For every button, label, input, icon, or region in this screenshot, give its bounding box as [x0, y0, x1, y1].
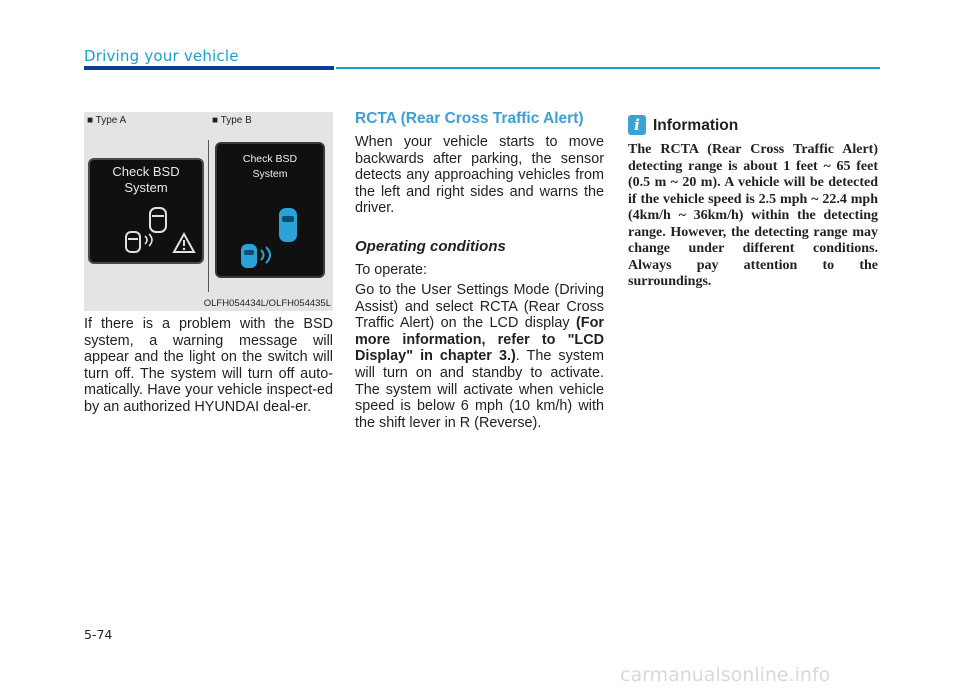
figure-label-type-a: ■ Type A	[87, 115, 127, 126]
car-icon	[126, 232, 140, 252]
car-icon	[150, 208, 166, 232]
watermark: carmanualsonline.info	[620, 664, 831, 686]
car-icon	[241, 244, 257, 268]
panel-b-graphic	[217, 144, 323, 276]
information-title: Information	[653, 117, 739, 134]
operating-conditions-heading: Operating conditions	[355, 238, 506, 255]
page-number: 5-74	[84, 627, 113, 642]
bsd-figure	[84, 112, 333, 311]
radar-wave-icon	[261, 247, 270, 263]
panel-a-line-2: System	[124, 180, 168, 195]
rcta-heading: RCTA (Rear Cross Traffic Alert)	[355, 110, 584, 127]
operate-instructions-paragraph	[355, 282, 604, 431]
header-rule-light	[336, 67, 880, 69]
warning-triangle-icon	[174, 234, 194, 252]
bsd-problem-paragraph: If there is a problem with the BSD system, a warning message will appear and the light on the switch will turn off. The system will turn off auto-matically. Have your vehicle inspect-ed by an authorized HYUNDAI deal-er.	[84, 316, 333, 415]
figure-label-type-b: ■ Type B	[212, 115, 252, 126]
panel-a-line-1: Check BSD	[112, 164, 180, 179]
information-body: The RCTA (Rear Cross Traffic Alert) detecting range is about 1 feet ~ 65 feet (0.5 m ~ 20 m). A vehicle will be detected if the vehicle speed is 2.5 mph ~ 22.4 mph (4km/h ~ 36km/h) within the detecting range. However, the detecting range may change under different conditions. Always pay attention to the surroundings.	[628, 142, 878, 289]
rcta-intro-paragraph: When your vehicle starts to move backwards after parking, the sensor detects any approaching vehicles from the left and right sides and warns the driver.	[355, 134, 604, 217]
radar-wave-icon	[145, 234, 152, 246]
panel-b-line-1: Check BSD	[242, 153, 298, 165]
operate-text-end: . The system will turn on and standby to activate. The system will activate when vehicle speed is below 6 mph (10 km/h) with the shift lever in R (Reverse).	[355, 348, 604, 431]
chapter-reference: (For more information, refer to "LCD Display" in chapter 3.)	[355, 315, 604, 365]
figure-code: OLFH054434L/OLFH054435L	[203, 298, 331, 309]
cluster-panel-type-b	[215, 142, 325, 278]
header-rule-dark	[84, 66, 334, 70]
figure-divider	[208, 140, 209, 292]
cluster-panel-type-a	[88, 158, 204, 264]
panel-b-line-2: System	[252, 168, 288, 180]
information-icon: i	[628, 115, 646, 135]
section-title: Driving your vehicle	[84, 47, 239, 65]
operate-text-start: Go to the User Settings Mode (Driving Assist) and select RCTA (Rear Cross Traffic Alert) on the LCD display	[355, 282, 604, 332]
panel-a-graphic	[90, 160, 202, 262]
car-icon	[279, 208, 297, 242]
to-operate-text: To operate:	[355, 262, 428, 278]
